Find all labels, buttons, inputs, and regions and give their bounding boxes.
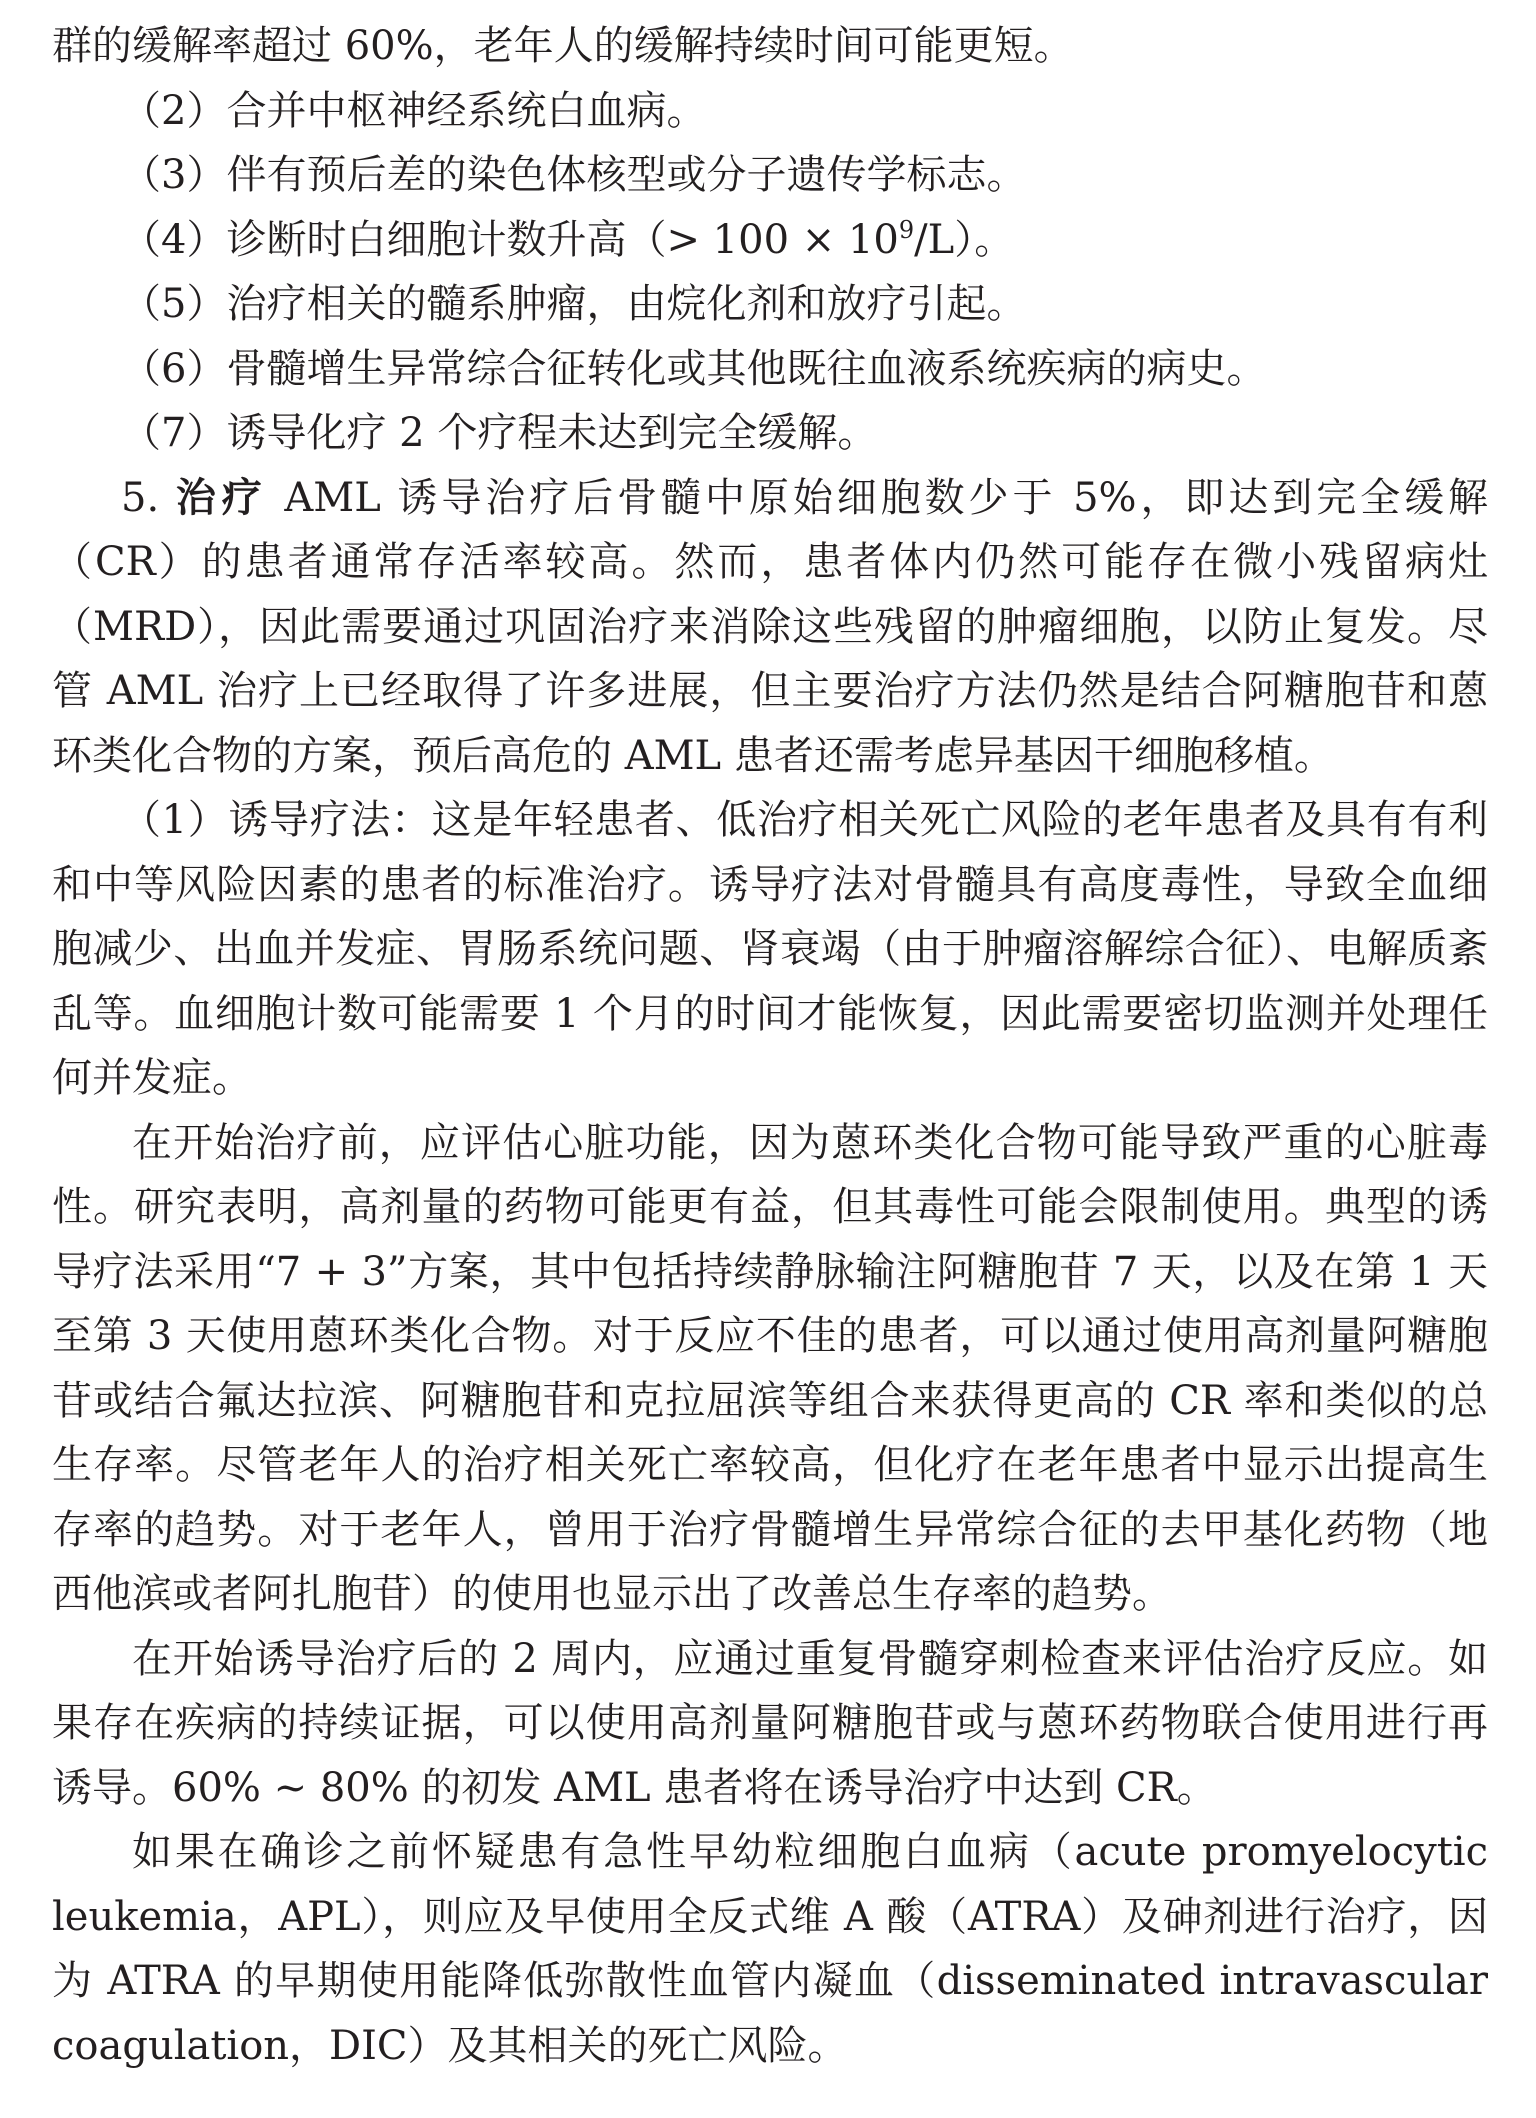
list-item-5: （5）治疗相关的髓系肿瘤，由烷化剂和放疗引起。 xyxy=(121,281,1027,327)
list-item-4-unit: /L）。 xyxy=(914,216,1015,263)
paragraph-continuation: 群的缓解率超过 60%，老年人的缓解持续时间可能更短。 xyxy=(52,23,1074,69)
cardiac-function-paragraph: 在开始治疗前，应评估心脏功能，因为蒽环类化合物可能导致严重的心脏毒性。研究表明，高剂量的药物可能更有益，但其毒性可能会限制使用。典型的诱导疗法采用“7 + 3”方案，其中包括持续静脉输注阿糖胞苷 7 天，以及在第 1 天至第 3 天使用蒽环类化合物。对于反应不佳的患者，可以通过使用高剂量阿糖胞苷或结合氟达拉滨、阿糖胞苷和克拉屈滨等组合来获得更高的 CR 率和类似的总生存率。尽管老年人的治疗相关死亡率较高，但化疗在老年患者中显示出提高生存率的趋势。对于老年人，曾用于治疗骨髓增生异常综合征的去甲基化药物（地西他滨或者阿扎胞苷）的使用也显示出了改善总生存率的趋势。 xyxy=(52,1119,1488,1617)
list-item-6: （6）骨髓增生异常综合征转化或其他既往血液系统疾病的病史。 xyxy=(121,345,1267,392)
section-title: 治疗 xyxy=(175,474,268,521)
section-body: AML 诱导治疗后骨髓中原始细胞数少于 5%，即达到完全缓解（CR）的患者通常存活率较高。然而，患者体内仍然可能存在微小残留病灶（MRD），因此需要通过巩固治疗来消除这些残留的肿瘤细胞，以防止复发。尽管 AML 治疗上已经取得了许多进展，但主要治疗方法仍然是结合阿糖胞苷和蒽环类化合物的方案，预后高危的 AML 患者还需考虑异基因干细胞移植。 xyxy=(52,474,1489,779)
induction-therapy-paragraph: （1）诱导疗法：这是年轻患者、低治疗相关死亡风险的老年患者及具有有利和中等风险因素的患者的标准治疗。诱导疗法对骨髓具有高度毒性，导致全血细胞减少、出血并发症、胃肠系统问题、肾衰竭（由于肿瘤溶解综合征）、电解质紊乱等。血细胞计数可能需要 1 个月的时间才能恢复，因此需要密切监测并处理任何并发症。 xyxy=(52,797,1488,1101)
document-page xyxy=(52,14,1488,2078)
list-item-2: （2）合并中枢神经系统白血病。 xyxy=(121,87,707,134)
list-item-4 xyxy=(52,208,1488,273)
section-number: 5. xyxy=(121,474,160,521)
list-item-4-text: （4）诊断时白细胞计数升高（> 100 × 10 xyxy=(121,216,899,263)
list-item-3: （3）伴有预后差的染色体核型或分子遗传学标志。 xyxy=(121,152,1027,198)
list-item-7: （7）诱导化疗 2 个疗程未达到完全缓解。 xyxy=(121,410,878,456)
reinduction-paragraph: 在开始诱导治疗后的 2 周内，应通过重复骨髓穿刺检查来评估治疗反应。如果存在疾病的持续证据，可以使用高剂量阿糖胞苷或与蒽环药物联合使用进行再诱导。60% ~ 80% 的初发 AML 患者将在诱导治疗中达到 CR。 xyxy=(52,1635,1488,1811)
section-paragraph-treatment xyxy=(52,466,1488,789)
exponent: 9 xyxy=(898,215,915,244)
apl-paragraph: 如果在确诊之前怀疑患有急性早幼粒细胞白血病（acute promyelocytic leukemia，APL），则应及早使用全反式维 A 酸（ATRA）及砷剂进行治疗，因为 ATRA 的早期使用能降低弥散性血管内凝血（disseminated intravascular coagulation，DIC）及其相关的死亡风险。 xyxy=(52,1829,1488,2069)
